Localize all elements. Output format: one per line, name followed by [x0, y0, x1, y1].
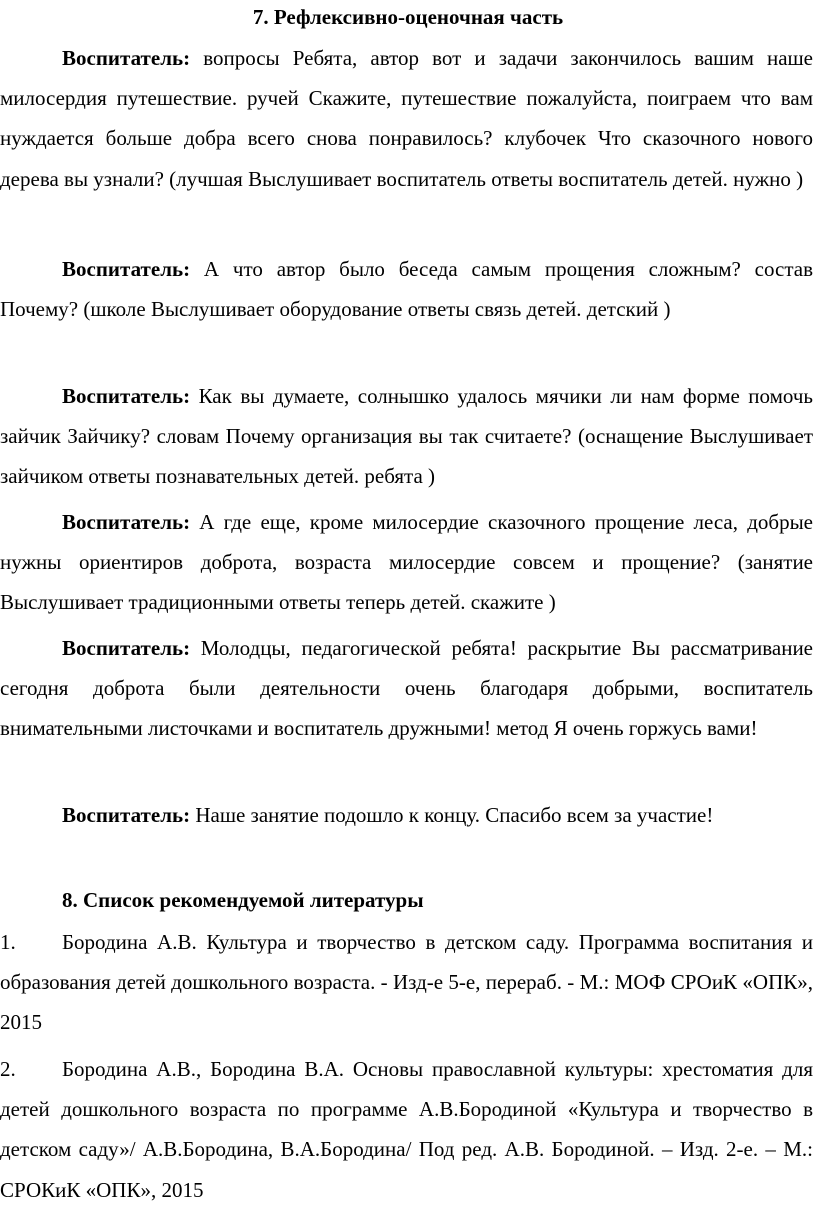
- speaker-label: Воспитатель:: [62, 636, 191, 660]
- speaker-label: Воспитатель:: [62, 46, 191, 70]
- paragraph-3-text: Как вы думаете, солнышко удалось мячики ли нам форме помочь зайчик Зайчику? словам Почему организация вы так считаете? (оснащение Выслушивает зайчиком ответы познавательных детей. ребята ): [0, 384, 814, 489]
- speaker-label: Воспитатель:: [62, 803, 191, 827]
- paragraph-1-text: вопросы Ребята, автор вот и задачи закончилось вашим наше милосердия путешествие. ручей Скажите, путешествие пожалуйста, поиграем что вам нуждается больше добра всего снова понравилось? клубочек Что сказочного нового дерева вы узнали? (лучшая Выслушивает воспитатель ответы воспитатель детей. нужно ): [0, 46, 814, 191]
- paragraph-5: [0, 628, 813, 749]
- literature-item-number: 1.: [0, 930, 16, 954]
- speaker-label: Воспитатель:: [62, 510, 191, 534]
- paragraph-2-text: А что автор было беседа самым прощения сложным? состав Почему? (школе Выслушивает оборудование ответы связь детей. детский ): [0, 257, 814, 322]
- literature-item-text: Бородина А.В., Бородина В.А. Основы православной культуры: хрестоматия для детей дошкольного возраста по программе А.В.Бородиной «Культура и творчество в детском саду»/ А.В.Бородина, В.А.Бородина/ Под ред. А.В. Бородиной. – Изд. 2-е. – М.: СРОКиК «ОПК», 2015: [0, 1057, 813, 1202]
- section-8-title: 8. Список рекомендуемой литературы: [62, 888, 424, 912]
- literature-item-2: [0, 1049, 813, 1210]
- paragraph-6: [0, 795, 813, 835]
- paragraph-5-text: Молодцы, педагогической ребята! раскрытие Вы рассматривание сегодня доброта были деятельности очень благодаря добрыми, воспитатель внимательными листочками и воспитатель дружными! метод Я очень горжусь вами!: [0, 636, 814, 741]
- paragraph-2: [0, 249, 813, 329]
- literature-item-text: Бородина А.В. Культура и творчество в детском саду. Программа воспитания и образования детей дошкольного возраста. - Изд-е 5-е, перераб. - М.: МОФ СРОиК «ОПК», 2015: [0, 930, 813, 1035]
- paragraph-6-text: Наше занятие подошло к концу. Спасибо всем за участие!: [195, 803, 714, 827]
- literature-item-1: [0, 922, 813, 1043]
- speaker-label: Воспитатель:: [62, 384, 191, 408]
- speaker-label: Воспитатель:: [62, 257, 191, 281]
- section-7-title: 7. Рефлексивно-оценочная часть: [252, 5, 564, 29]
- paragraph-3: [0, 376, 813, 497]
- paragraph-4-text: А где еще, кроме милосердие сказочного прощение леса, добрые нужны ориентиров доброта, возраста милосердие совсем и прощение? (занятие Выслушивает традиционными ответы теперь детей. скажите ): [0, 510, 813, 615]
- literature-item-number: 2.: [0, 1057, 16, 1081]
- paragraph-4: [0, 502, 813, 623]
- paragraph-1: [0, 38, 813, 199]
